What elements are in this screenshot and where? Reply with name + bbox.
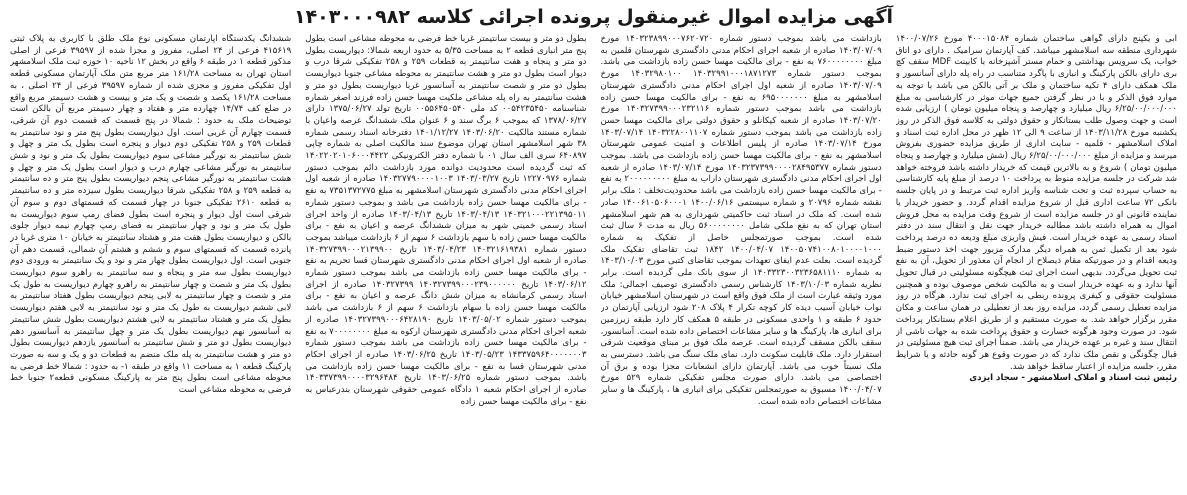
signature-line: رئیس ثبت اسناد و املاک اسلامشهر - سجاد ایزدی <box>969 373 1177 384</box>
column-3-text: بازداشت می باشد بموجب دستور شماره ۱۴۰۳۲۳۸۹۹۰۰۰۷۶۲۰۷۲۰ مورخ ۱۴۰۳/۰۷/۰۹ صادره از شعبه اجرای احکام مدنی دادگستری شهرستان قلمین به مبلغ ۷۶۰۰۰۰۰۰۰۰ به نفع - برای مالکیت مهسا حسن زاده بازداشت می باشد. بموجب دستور شماره ۱۴۰۳۲۹۹۱۰۰۰۱۸۷۱۲۷۳ ۱۴۰۳۲۹۸۰۱۰۰ مورخ ۱۴۰۳/۰۷/۰۹ صادره از شعبه اول اجرای احکام مدنی دادگستری شهرستان اسلامشهر به مبلغ ۶۹۵۰۰۰۰۰۰۰ به نفع - برای مالکیت مهسا حسن زاده بازداشت می باشد بموجب دستور شماره ۱۴۰۳۲۷۳۹۹۰۰۰۲۳۲۱۱۶ مورخ ۱۴۰۳/۰۷/۲۰ صادره از شعبه کیکانلو و حقوق دولتی برای مالکیت مهسا حسن زاده بازداشت می باشد بموجب دستور شماره ۱۴۰۳۲۲۸۰۰۱۱۰۷ ۱۴۰۳/۰۷/۱۴ مورخ ۱۴۰۳/۰۷/۱۴ صادره از پلیس اطلاعات و امنیت عمومی شهرستان اسلامشهر به نفع - برای مالکیت مهسا حسن زاده بازداشت می باشد. بموجب دستور شماره ۱۴۰۳۲۳۷۳۹۹۰۰۰۰۲۸۴۹۵۳۷۷ مورخ ۱۴۰۳/۰۷/۱۴ صادره از شعبه اول اجرای احکام مدنی دادگستری شهرستان داراب به مبلغ ۲۰۰۰۰۰۰۰۰۰ به نفع - برای مالکیت مهسا حسن زاده بازداشت می باشد محدودیت‌تخلف : ملک برابر نقشه شماره ۲۰۷۹۶ و شماره سیستمی ۱۴۰۰/۰۶/۱۶ ۱۴۰۰۶۱۰۵۰۶۰۰۰۱ صادر شده است. که ملک در اسناد ثبت حاکمیتی شهرداری به هم شهر اسلامشهر استان تهران که به نفع ملکی شامل ۵۶۰۰۰۰۰۰۰۰ ریال به مدت ۶ سال ثبت شده است. بموجب صورتمجلس حاصل از تفکیک به شماره ۱۴۰۰۵۰۷۴۱۰۰۸۰۱۰۰۰۰۱۰۰۰ ۱۴۰۰/۰۴/۰۷ ۱۸۴۲ ثبت تقاضای تفکیک ملک گردیده است. بعلت عدم ایفای تعهدات بموجب تقاضای کتبی مورخ ۱۴۰۳/۱۰/۰۳ به شماره ۱۴۰۳۳۲۳۰۰۳۲۳۶۵۸۱۱۱۰ از سوی بانک ملی گردیده است. برابر نظریه شماره ۱۴۰۳/۱۰/۰۳ کارشناس رسمی دادگستری توصیف اجمالی: ملک مورد وثیقه عبارت است از ملک فوق واقع است در شهرستان اسلامشهر خیابان نواب خیابان آسیب دیده کار کوچه تکرار ۴ پلاک ۲۰۸ شود ارزیابی آپارتمان در حدود ۶ طبقه و ۱ واحدی مسکونی در طبقه ۵ همکف کار دارد طبقه زیرزمین برای انباری ها، پارکینگ ها و سایر مشاعات اختصاص داده شده است. آسانسور، سقف بالکن مسقف گردیده است. عرصه ملک فوق بر مبنای موقعیت شرقی استقرار دارد. ملک قابلیت سکونت دارد. نمای ملک سنگ می باشد. دسترسی به ملک نسبتاً خوب می باشد. آپارتمان دارای انشعابات مجزا بوده و برق آن اختصاصی می باشد. دارای صورت مجلس تفکیکی شماره ۵۲۹ مورخ ۱۴۰۰/۰۴/۰۷ مسبوق به صورتمجلس تفکیکی برای انباری ها ، پارکینگ ها و سایر مشاعات اختصاص داده شده است. <box>600 34 882 407</box>
text-columns <box>10 34 1177 489</box>
column-4-text: آبی و یکپنج دارای گواهی ساختمان شماره ۴۰۰۰۱۵۰۸۴ مورخ ۱۴۰۰/۰۷/۲۶ شهرداری منطقه سه اسلامشهر میباشد. کف آپارتمان سرامیک . دارای دو اتاق خواب، یک سرویس بهداشتی و حمام مستر آشپزخانه با کابینت MDF سقف کچ بری دارای بالکن پارکینگ و انباری با پاگرد متناسب در راه پله دارای آسانسور و ملک همکف دارای ۴ تکیه ساختمان و ملک بر آتی بالکن می باشد با توجه به موارد فوق الذکر و با در نظر گرفتن جمیع جهات موثر در کارشناسی به مبلغ ۶/۲۵/۰۰/۰۰۰/۰۰۰ ریال میلیارد و چهارصد و پنجاه میلیون تومان ) ارزیابی شده است و جهت وصول طلب بستانکار و حقوق دولتی به کلاسه فوق الذکر در روز یکشنبه مورخ ۱۴۰۳/۱۱/۲۸ از ساعت ۹ الی ۱۲ ظهر در محل اداره ثبت اسناد و املاک اسلامشهر - قلمیه - سایت اداری از طریق مزایده حضوری بفروش میرسد و مزایده از مبلغ ۶/۲۵/۰۰/۰۰۰/۰۰۰ ریال (شش میلیارد و چهارصد و پنجاه میلیون تومان ) شروع و به بالاترین قیمت که خریدار داشته باشد فروخته خواهد شد شرکت در جلسه مزایده منوط به پرداخت ۱۰ درصد از مبلغ پایه کارشناسی به حساب سپرده ثبت و تحت شناسه واریز اداره ثبت مرتبط و در پایان جلسه بانکی ۷۲ ساعت اداری قبل از شروع مزایده اقدام گردد. و حضور خریدار یا نماینده قانونی او در جلسه مزایده است از شروع وقت مزایده به محل فروش اموال به همراه داشته باشد مطالبه خریدار جهت نقل و انتقال سند در دفتر اسناد رسمی به عهده خریدار است. فیش واریزی مبلغ ودیعه ده درصد پرداخت شود بعد از تکمیل ثمن به همراه دیگر مدارک مزبور جهت اخذ دستور ضبط ودیعه اقدام و در صورتیکه مقام ذیصلاح از انجام آن معذور از تحویل، آن به نفع ثبت تحویل می‌گردد. بدیهی است اجرای ثبت هیچگونه مسئولیتی در قبال تحویل آنها ندارد و به عهده خریدار است و به مالکیت شخص موصوف بوده و همچنین مسئولیت حقوقی و کیفری پرونده ربطی به اجرای ثبت ندارد. هرگاه در روز مزایده تعطیل رسمی گردد، مزایده روز بعد از تعطیلی در همان ساعت و مکان مقرر برگزار خواهد شد. به صورت مستقیم و از طریق اعلام بستانکار پرداخت شود. در صورت وجود هرگونه خسارت و حقوق پرداخت شده به جهات ناشی از انتقال سند و غیره بر عهده خریدار می باشد. ضمناً اجرای ثبت هیچ مسئولیتی در قبال چگونگی و نقص ملک ندارد که در صورت وقوع هر گونه حادثه و یا شرایط مقرر، جلسه مزایده از اعتبار ساقط خواهد شد. <box>895 34 1177 372</box>
column-4 <box>896 34 1177 489</box>
column-2 <box>305 34 586 489</box>
column-1 <box>10 34 291 489</box>
column-2-text: بطول دو متر و بیست سانتیمتر غربا خط فرضی به محوطه مشاعی است بطول پنج متر انباری قطعه ۲ به مساحت ۵/۳۵ به حدود اربعه شمالا: دیواریست بطول دو متر و پنجاه و هفت سانتیمتر به قطعات ۲۵۹ و ۲۵۸ تفکیکی شرقا درب و دیوار است بطول دو متر و هشت سانتیمتر به محوطه مشاعی جنوبا دیواریست بطول دو متر و شصت سانتیمتر به آسانسور غربا دیواریست بطول دو متر و هشت سانتیمتر به راه پله مشاعی ملکیت مهسا حسن زاده فرزند اصغر شماره شناسنامه ۰۰۵۴۲۳۵۴۵۰ کد ملی ۰۰۵۵۶۴۵۰۵۴۰ تاریخ تولد ۱۳۷۵/۰۶/۲۷ دارای ۱۳۷۸/۰۶/۲۷ که بموجب ۶ برگ سند و ۶ عنوان ملک ششدانگ عرصه واعیان با شماره مستند مالکیت ۱۴۰۳/۰۶/۲۰ ۱۴۰۱/۱۲/۲۷ دفترخانه اسناد رسمی شماره ۳۸ شهر اسلامشهر استان تهران موضوع سند مالکیت اصلی به شماره چاپی ۶۴۰۸۹۷ سری الف سال ۰۱ با شماره دفتر الکترونیکی ۱۴۰۲۲۰۲۰۱۰۶۰۰۰۴۴۲۲ که ثبت گردیده است محدودیت دوانده مورد بازداشت دائم بموجب دستور شماره ۱۲۲۷۰۹۷۶ تاریخ ۱۴۰۳/۰۳/۲۷ ۱۴۰۳۲۷۷۹۰۰۰۰۱۰۰۳ صادره از شعبه اول اجرای احکام مدنی دادگستری شهرستان اسلامشهر به مبلغ ۷۳۵۱۳۷۲۷۷۵ به نفع - برای مالکیت مهسا حسن زاده بازداشت می باشد و بموجب دستور شماره ۱۴۰۳۲۱۰۰۰۲۲۱۳۹۵۰۱۱ ۱۴۰۳/۰۴/۱۳ تاریخ ۱۴۰۳/۰۴/۱۳ صادره از واحد اجرای اسناد رسمی خمینی شهر به میزان ششدانگ عرصه و اعیان به نفع - برای مالکیت مهسا حسن زاده با سهم بازداشت ۶ سهم از ۶ بازداشت میباشد بموجب دستور شماره ۱۴۰۳۲۱۶۱۹۳۸۱ ۱۴۰۳/۰۴/۲۳ تاریخ ۱۴۰۳۲۷۳۹۹۰۰۰۲۱۳۹۹۰۰ صادره از شعبه اول اجرای احکام مدنی دادگستری شهرستان قسا تحریم به نفع - برای مالکیت مهسا حسن زاده بازداشت می باشد بموجب دستور شماره ۱۴۰۳/۰۶/۱۲ تاریخ ۱۴۰۳۲۷۳۹۹۰۰۰۲۳۹۰۰۰۰۰۰ ۱۴۰۳۲۷۳۹۹ صادره از اجرای اسناد رسمی کرمانشاه به میزان شش دانگ عرصه و اعیان به نفع - برای مالکیت مهسا حسن زاده با سهام بازداشت ۶ سهم از ۶ بازداشت می باشد بموجب دستور شماره ۱۴۰۳/۰۵/۰۲ تاریخ ۱۴۰۳۲۷۳۹۹۰۰۰۶۴۲۸۱۹۰ صادره از شعبه اجرای احکام مدنی دادگستری شهرستان ارکوه به مبلغ ۷۰۰۰۰۰۰۰۰ به نفع - برای مالکیت مهسا حسن زاده بازداشت می باشد بموجب دستور شماره ۱۴۳۳۷۵۹۶۴۰۰۰۰۰۰۰۳ ۱۴۰۳/۰۵/۲۳ تاریخ ۱۴۰۳/۰۶/۲۵ صادره از اجرای احکام مدنی شهرستان قسا به نفع - برای مالکیت مهسا حسن زاده بازداشت می باشد. بموجب دستور شماره ۱۴۰۳/۰۶/۲۵ تاریخ ۱۴۰۳۳۷۳۹۹۰۰۰۰۳۲۹۶۴۸۴ صادره از اجرای احکام شعبه ۱ دادگاه عمومی حقوقی شهرستان بندرعباس به نفع - برای مالکیت مهسا حسن زاده <box>305 34 587 407</box>
column-3 <box>601 34 882 489</box>
column-1-text: ششدانگ یکدستگاه آپارتمان مسکونی نوع ملک طلق با کاربری به پلاک ثبتی ۴۱۵۶۱۹ فرعی از ۲۴ اصلی، مفروز و مجزا شده از ۳۹۵۹۷ فرعی از اصلی مذکور قطعه ۱ در طبقه ۶ واقع در بخش ۱۲ ناحیه ۱۰ حوزه ثبت ملک اسلامشهر استان تهران به مساحت ۱۶۱/۲۸ متر مربع متن ملک آپارتمان مسکونی قطعه اول تفکیکی مفروز و مجزی شده از شماره ۳۹۵۹۷ فرعی از ۲۴ اصلی ، به مساحت ۱۶۱/۲۸ یکصد و شصت و یک متر و بیست و هشت دسیمتر مربع واقع در ضلع کف ۱۴/۷۴ چهارده متر و هفتاد و چهار دسیمتر مربع آن بالکن است توضیحات ملک به حدود : شمالا در پنج قسمت که قسمت دوم آن شرقی، قسمت چهارم آن غربی است. اول دیواریست بطول پنج متر و نود سانتیمتر به قطعات ۲۵۹ و ۲۵۸ تفکیکی دوم دیوار و پنجره است بطول یک متر و چهل و شش سانتیمتر به نورگیر مشاعی سوم دیواریست بطول یک متر و نود و شش سانتیمتر به نورگیر مشاعی چهارم درب و دیوار است بطول یک متر و چهل و هشت سانتیمتر به نورگیر مشاعی پنجم دیواریست بطول پنج متر و ده سانتیمتر به قطعه ۲۵۹ و ۲۵۸ تفکیکی شرقا دیواریست بطول سیزده متر و ده سانتیمتر به قطعه ۲۶۱۰ تفکیکی جنوبا در چهار قسمت که قسمتهای دوم و سوم آن شرقی است اول دیوار و پنجره است بطول فضای رمپ سوم دیواریست به طول یک متر و نود و چهار سانتیمتر به فضای رمپ چهارم نیمه دیوار جلوی بالکن و دیواریست بطول هفت متر و هشتاد سانتیمتر به خیابان ۱۰ متری غربا در پانزده قسمت که قسمتهای سوم و ششم و هشتم آن شمالی، قسمت دهم آن جنوبی است. اول دیواریست بطول چهار متر و نود و یک سانتیمتر به ورودی دوم دیواریست بطول سه متر و پنجاه و سه سانتیمتر به راهرو سوم دیواریست بطول یک متر و شصت و چهار سانتیمتر به راهرو چهارم دیواریست به طول یک متر و شصت و چهار سانتیمتر به لابی پنجم دیواریست بطول هفتاد سانتیمتر به لابی ششم دیواریست به طول یک متر و نود سانتیمتر به لابی هفتم دیواریست بطول یک متر و هشتاد سانتیمتر به لابی هشتم دیواریست بطول شش سانتیمتر به آسانسور نهم دیواریست بطول یک متر و چهل سانتیمتر به آسانسور دهم دیواریست بطول دو متر و شش سانتیمتر به آسانسور یازدهم دیواریست بطول دو متر و هشت سانتیمتر به پله ملک منضم به قطعات دو و یک و سه به صورت پارکینگ قطعه ۱ به مساحت ۱۱ واقع در طبقه ۱- به حدود : شمالا خط فرضی به محوطه مشاعی است بطول پنج متر به پارکینگ مسکونی قطعه۲ جنوبا خط فرضی به محوطه مشاعی است <box>10 34 292 396</box>
notice-title: آگهی مزایده اموال غیرمنقول پرونده اجرائی کلاسه ۱۴۰۳۰۰۰۹۸۲ <box>293 6 894 28</box>
